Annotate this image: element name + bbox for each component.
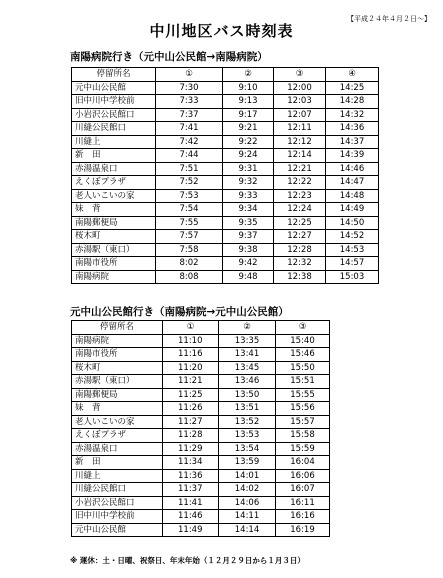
departure-time-cell: 14:36 [326,122,379,136]
departure-time-cell: 15:03 [326,270,379,284]
departure-time-cell: 9:22 [223,135,274,149]
departure-time-cell: 11:37 [163,483,219,497]
header-trip-3: ③ [276,321,330,335]
header-trip-4: ④ [326,68,379,82]
stop-name-cell: 川縫上 [72,469,163,483]
table-row [72,375,330,389]
departure-time-cell: 9:37 [223,230,274,244]
departure-time-cell: 14:14 [219,523,276,537]
departure-time-cell: 14:47 [326,176,379,190]
table-row [72,402,330,416]
departure-time-cell: 15:59 [276,442,330,456]
stop-name-cell: 老人いこいの家 [72,415,163,429]
departure-time-cell: 12:00 [274,81,326,95]
departure-time-cell: 16:19 [276,523,330,537]
stop-name-cell: 桜木町 [72,230,156,244]
departure-time-cell: 11:46 [163,510,219,524]
stop-name-cell: 川縫公民館口 [72,483,163,497]
departure-time-cell: 7:42 [156,135,223,149]
header-stop-name: 停留所名 [72,321,163,335]
departure-time-cell: 12:28 [274,243,326,257]
departure-time-cell: 12:03 [274,95,326,109]
table-row [72,203,379,217]
stop-name-cell: 川縫上 [72,135,156,149]
table-row [72,95,379,109]
section-heading-to-community-hall: 元中山公民館行き（南陽病院→元中山公民館） [70,306,289,318]
departure-time-cell: 14:52 [326,230,379,244]
stop-name-cell: 旧中川中学校前 [72,95,156,109]
departure-time-cell: 7:33 [156,95,223,109]
departure-time-cell: 14:48 [326,189,379,203]
stop-name-cell: 元中山公民館 [72,81,156,95]
stop-name-cell: 南陽市役所 [72,257,156,271]
table-row [72,388,330,402]
header-stop-name: 停留所名 [72,68,156,82]
departure-time-cell: 12:24 [274,203,326,217]
departure-time-cell: 14:57 [326,257,379,271]
departure-time-cell: 14:39 [326,149,379,163]
stop-name-cell: 南陽郵便局 [72,216,156,230]
header-trip-1: ① [156,68,223,82]
stop-name-cell: 南陽病院 [72,334,163,348]
departure-time-cell: 15:55 [276,388,330,402]
departure-time-cell: 14:49 [326,203,379,217]
departure-time-cell: 11:25 [163,388,219,402]
departure-time-cell: 7:37 [156,108,223,122]
departure-time-cell: 15:51 [276,375,330,389]
departure-time-cell: 11:41 [163,496,219,510]
departure-time-cell: 7:54 [156,203,223,217]
section-heading-to-hospital: 南陽病院行き（元中山公民館→南陽病院） [70,51,268,63]
departure-time-cell: 15:46 [276,348,330,362]
stop-name-cell: 妹 背 [72,402,163,416]
table-row [72,483,330,497]
timetable-to-hospital [71,67,379,284]
departure-time-cell: 9:48 [223,270,274,284]
departure-time-cell: 7:57 [156,230,223,244]
table-row [72,361,330,375]
departure-time-cell: 12:32 [274,257,326,271]
departure-time-cell: 12:07 [274,108,326,122]
departure-time-cell: 16:06 [276,469,330,483]
header-trip-2: ② [219,321,276,335]
table-header-row [72,321,330,335]
stop-name-cell: 小岩沢公民館口 [72,496,163,510]
departure-time-cell: 13:51 [219,402,276,416]
table-row [72,135,379,149]
table-row [72,108,379,122]
departure-time-cell: 7:51 [156,162,223,176]
departure-time-cell: 7:52 [156,176,223,190]
departure-time-cell: 11:29 [163,442,219,456]
departure-time-cell: 13:41 [219,348,276,362]
departure-time-cell: 14:02 [219,483,276,497]
table-row [72,415,330,429]
departure-time-cell: 13:45 [219,361,276,375]
departure-time-cell: 9:10 [223,81,274,95]
stop-name-cell: 老人いこいの家 [72,189,156,203]
departure-time-cell: 9:31 [223,162,274,176]
timetable-to-community-hall [71,320,330,537]
departure-time-cell: 15:50 [276,361,330,375]
stop-name-cell: 南陽病院 [72,270,156,284]
departure-time-cell: 14:01 [219,469,276,483]
departure-time-cell: 9:35 [223,216,274,230]
departure-time-cell: 9:13 [223,95,274,109]
stop-name-cell: 赤湯駅（東口） [72,243,156,257]
departure-time-cell: 7:58 [156,243,223,257]
departure-time-cell: 13:54 [219,442,276,456]
stop-name-cell: 新 田 [72,456,163,470]
departure-time-cell: 11:34 [163,456,219,470]
departure-time-cell: 14:50 [326,216,379,230]
departure-time-cell: 15:57 [276,415,330,429]
table-row [72,334,330,348]
table-row [72,496,330,510]
stop-name-cell: 赤湯温泉口 [72,442,163,456]
effective-date: 【平成２４年４月２日～】 [347,15,431,23]
departure-time-cell: 14:37 [326,135,379,149]
departure-time-cell: 9:34 [223,203,274,217]
header-trip-2: ② [223,68,274,82]
departure-time-cell: 11:49 [163,523,219,537]
departure-time-cell: 7:41 [156,122,223,136]
table-header-row [72,68,379,82]
departure-time-cell: 11:36 [163,469,219,483]
table-row [72,149,379,163]
departure-time-cell: 9:32 [223,176,274,190]
table-row [72,429,330,443]
departure-time-cell: 11:16 [163,348,219,362]
stop-name-cell: 川縫公民館口 [72,122,156,136]
table-row [72,348,330,362]
departure-time-cell: 11:26 [163,402,219,416]
departure-time-cell: 14:25 [326,81,379,95]
stop-name-cell: えくぼプラザ [72,429,163,443]
table-row [72,469,330,483]
table-row [72,122,379,136]
stop-name-cell: 赤湯温泉口 [72,162,156,176]
header-trip-1: ① [163,321,219,335]
stop-name-cell: 新 田 [72,149,156,163]
departure-time-cell: 11:28 [163,429,219,443]
table-row [72,189,379,203]
departure-time-cell: 16:07 [276,483,330,497]
page-title: 中川地区バス時刻表 [149,22,294,40]
departure-time-cell: 7:44 [156,149,223,163]
table-row [72,216,379,230]
stop-name-cell: 旧中川中学校前 [72,510,163,524]
departure-time-cell: 15:40 [276,334,330,348]
departure-time-cell: 9:24 [223,149,274,163]
departure-time-cell: 7:30 [156,81,223,95]
departure-time-cell: 12:25 [274,216,326,230]
departure-time-cell: 13:35 [219,334,276,348]
departure-time-cell: 15:56 [276,402,330,416]
departure-time-cell: 9:21 [223,122,274,136]
departure-time-cell: 14:06 [219,496,276,510]
departure-time-cell: 13:59 [219,456,276,470]
departure-time-cell: 12:12 [274,135,326,149]
stop-name-cell: 南陽市役所 [72,348,163,362]
stop-name-cell: 元中山公民館 [72,523,163,537]
table-row [72,81,379,95]
departure-time-cell: 12:38 [274,270,326,284]
departure-time-cell: 8:08 [156,270,223,284]
table-row [72,523,330,537]
table-row [72,176,379,190]
departure-time-cell: 14:46 [326,162,379,176]
table-row [72,456,330,470]
departure-time-cell: 14:11 [219,510,276,524]
departure-time-cell: 11:27 [163,415,219,429]
departure-time-cell: 11:21 [163,375,219,389]
departure-time-cell: 7:53 [156,189,223,203]
departure-time-cell: 9:42 [223,257,274,271]
stop-name-cell: えくぼプラザ [72,176,156,190]
departure-time-cell: 12:14 [274,149,326,163]
departure-time-cell: 13:46 [219,375,276,389]
table-row [72,510,330,524]
departure-time-cell: 13:53 [219,429,276,443]
table-row [72,442,330,456]
departure-time-cell: 12:27 [274,230,326,244]
stop-name-cell: 桜木町 [72,361,163,375]
table-row [72,162,379,176]
departure-time-cell: 12:23 [274,189,326,203]
table-row [72,257,379,271]
departure-time-cell: 14:53 [326,243,379,257]
table-row [72,243,379,257]
departure-time-cell: 9:17 [223,108,274,122]
departure-time-cell: 13:52 [219,415,276,429]
departure-time-cell: 8:02 [156,257,223,271]
departure-time-cell: 9:33 [223,189,274,203]
stop-name-cell: 赤湯駅（東口） [72,375,163,389]
service-note: ※ 運休：土・日曜、祝祭日、年末年始（１２月２９日から１月３日） [70,556,305,565]
departure-time-cell: 15:58 [276,429,330,443]
header-trip-3: ③ [274,68,326,82]
departure-time-cell: 12:22 [274,176,326,190]
departure-time-cell: 7:55 [156,216,223,230]
stop-name-cell: 妹 背 [72,203,156,217]
departure-time-cell: 16:16 [276,510,330,524]
departure-time-cell: 11:20 [163,361,219,375]
departure-time-cell: 14:28 [326,95,379,109]
departure-time-cell: 16:04 [276,456,330,470]
departure-time-cell: 11:10 [163,334,219,348]
stop-name-cell: 南陽郵便局 [72,388,163,402]
departure-time-cell: 13:50 [219,388,276,402]
table-row [72,230,379,244]
table-row [72,270,379,284]
departure-time-cell: 12:21 [274,162,326,176]
departure-time-cell: 14:32 [326,108,379,122]
stop-name-cell: 小岩沢公民館口 [72,108,156,122]
departure-time-cell: 9:38 [223,243,274,257]
departure-time-cell: 12:11 [274,122,326,136]
departure-time-cell: 16:11 [276,496,330,510]
